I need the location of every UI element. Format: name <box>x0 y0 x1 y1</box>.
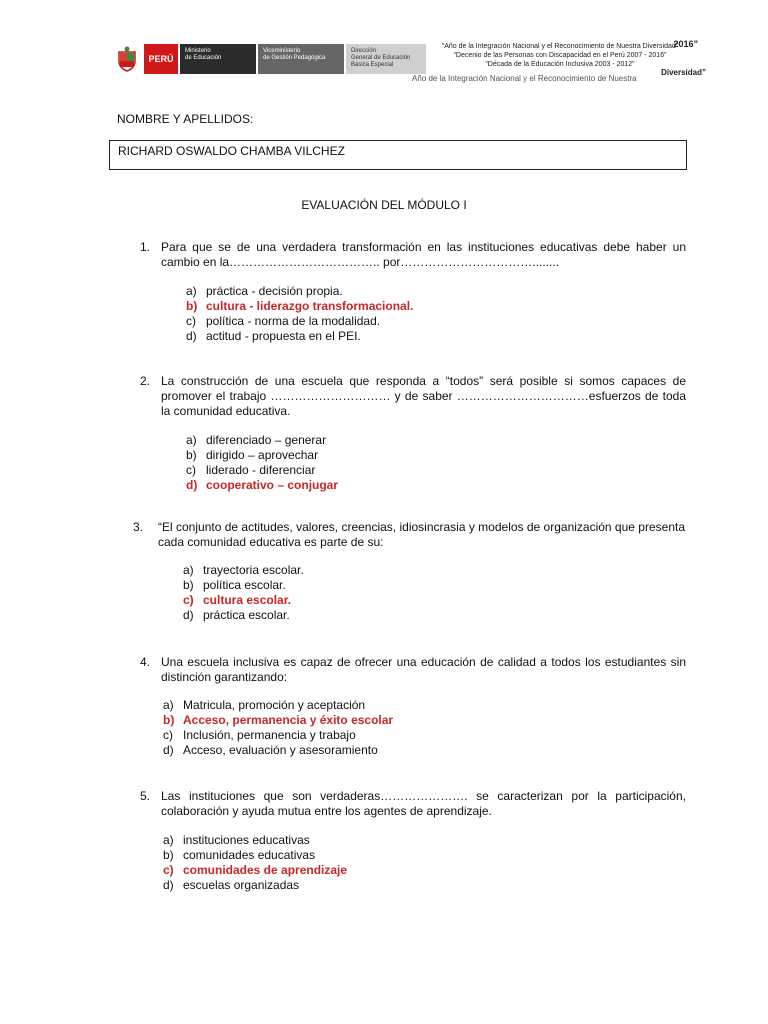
option-letter: d) <box>186 478 198 492</box>
options-list <box>183 563 304 623</box>
option-correct[interactable] <box>163 713 393 728</box>
question-number: 2. <box>140 374 151 388</box>
option[interactable] <box>163 848 347 863</box>
option[interactable] <box>186 433 338 448</box>
option-letter: c) <box>183 593 194 607</box>
question-number: 1. <box>140 240 151 254</box>
question-text: “El conjunto de actitudes, valores, creencias, idiosincrasia y modelos de organización que presenta cada comunidad educativa es parte de su: <box>158 520 685 549</box>
options-list <box>186 433 338 493</box>
option-letter: c) <box>186 314 196 328</box>
coat-of-arms-icon <box>110 44 144 74</box>
question-text: Una escuela inclusiva es capaz de ofrecer una educación de calidad a todos los estudiantes sin distinción garantizando: <box>161 655 686 684</box>
option[interactable] <box>186 329 413 344</box>
name-field[interactable]: RICHARD OSWALDO CHAMBA VILCHEZ <box>109 140 687 170</box>
question-text: La construcción de una escuela que responda a “todos” será posible si somos capaces de promover el trabajo ………………………… y de saber ……………………………esfuerzos de toda la comunidad educativa. <box>161 374 686 418</box>
option-text: comunidades de aprendizaje <box>183 863 348 877</box>
option-letter: b) <box>163 713 175 727</box>
option[interactable] <box>183 578 304 593</box>
option-text: política - norma de la modalidad. <box>206 314 381 328</box>
option-letter: d) <box>186 329 197 343</box>
options-list <box>163 833 347 893</box>
option[interactable] <box>186 448 338 463</box>
option-letter: b) <box>186 448 197 462</box>
option-letter: d) <box>183 608 194 622</box>
option-text: cultura - liderazgo transformacional. <box>206 299 414 313</box>
option-correct[interactable] <box>163 863 347 878</box>
question-text: Las instituciones que son verdaderas…………………. se caracterizan por la participación, colaboración y ayuda mutua entre los agentes de aprendizaje. <box>161 789 686 818</box>
motto-line-3: “Década de la Educación Inclusiva 2003 - 2012” <box>485 61 635 68</box>
option-text: Inclusión, permanencia y trabajo <box>183 728 356 742</box>
option[interactable] <box>186 284 413 299</box>
header-mottos <box>412 39 708 83</box>
peru-badge: PERÚ <box>144 44 178 74</box>
option-text: práctica escolar. <box>203 608 290 622</box>
option-text: dirigido – aprovechar <box>206 448 319 462</box>
option[interactable] <box>186 314 413 329</box>
motto-line-2: “Decenio de las Personas con Discapacidad en el Perú 2007 - 2016” <box>453 52 667 59</box>
option-letter: b) <box>186 299 198 313</box>
option[interactable] <box>186 463 338 478</box>
header-logo-strip <box>110 44 426 74</box>
option[interactable] <box>183 608 304 623</box>
option-letter: a) <box>183 563 194 577</box>
option-letter: a) <box>163 833 174 847</box>
direction-block: Dirección General de Educación Básica Especial <box>346 44 426 74</box>
option-text: política escolar. <box>203 578 286 592</box>
page-title: EVALUACIÓN DEL MÓDULO I <box>301 198 467 212</box>
option-text: cultura escolar. <box>203 593 292 607</box>
option-text: Acceso, evaluación y asesoramiento <box>183 743 378 757</box>
option-letter: b) <box>163 848 174 862</box>
year-text: 2016” <box>673 39 698 49</box>
question-number: 3. <box>133 520 144 534</box>
option-text: Acceso, permanencia y éxito escolar <box>183 713 394 727</box>
option-text: liderado - diferenciar <box>206 463 316 477</box>
option-text: escuelas organizadas <box>183 878 300 892</box>
motto-line-1: “Año de la Integración Nacional y el Reconocimiento de Nuestra Diversidad” <box>441 43 679 50</box>
option-correct[interactable] <box>186 478 338 493</box>
option-letter: a) <box>163 698 174 712</box>
question-number: 4. <box>140 655 151 669</box>
option[interactable] <box>163 743 393 758</box>
option-text: trayectoria escolar. <box>203 563 304 577</box>
question-text: Para que se de una verdadera transformación en las instituciones educativas debe haber un cambio en la……………………………….. por……………………………........ <box>161 240 686 269</box>
option[interactable] <box>163 833 347 848</box>
options-list <box>163 698 393 758</box>
option-letter: b) <box>183 578 194 592</box>
option-letter: c) <box>186 463 196 477</box>
option-letter: c) <box>163 863 174 877</box>
option-text: instituciones educativas <box>183 833 310 847</box>
option-letter: c) <box>163 728 173 742</box>
option-text: actitud - propuesta en el PEI. <box>206 329 361 343</box>
options-list <box>186 284 413 344</box>
option[interactable] <box>163 698 393 713</box>
option-text: cooperativo – conjugar <box>206 478 339 492</box>
option-text: comunidades educativas <box>183 848 316 862</box>
vice-ministry-block: Viceministerio de Gestión Pedagógica <box>258 44 344 74</box>
option[interactable] <box>163 728 393 743</box>
option-letter: d) <box>163 743 174 757</box>
ghost-motto-end: Diversidad” <box>661 68 706 77</box>
option-text: Matricula, promoción y aceptación <box>183 698 366 712</box>
option[interactable] <box>163 878 347 893</box>
option-text: práctica - decisión propia. <box>206 284 343 298</box>
option-letter: a) <box>186 284 197 298</box>
name-label: NOMBRE Y APELLIDOS: <box>117 112 254 126</box>
option-text: diferenciado – generar <box>206 433 327 447</box>
option[interactable] <box>183 563 304 578</box>
option-correct[interactable] <box>183 593 304 608</box>
question-number: 5. <box>140 789 151 803</box>
ghost-motto: Año de la Integración Nacional y el Reconocimiento de Nuestra <box>412 74 637 83</box>
option-letter: a) <box>186 433 197 447</box>
option-letter: d) <box>163 878 174 892</box>
option-correct[interactable] <box>186 299 413 314</box>
ministry-block: Ministerio de Educación <box>180 44 256 74</box>
